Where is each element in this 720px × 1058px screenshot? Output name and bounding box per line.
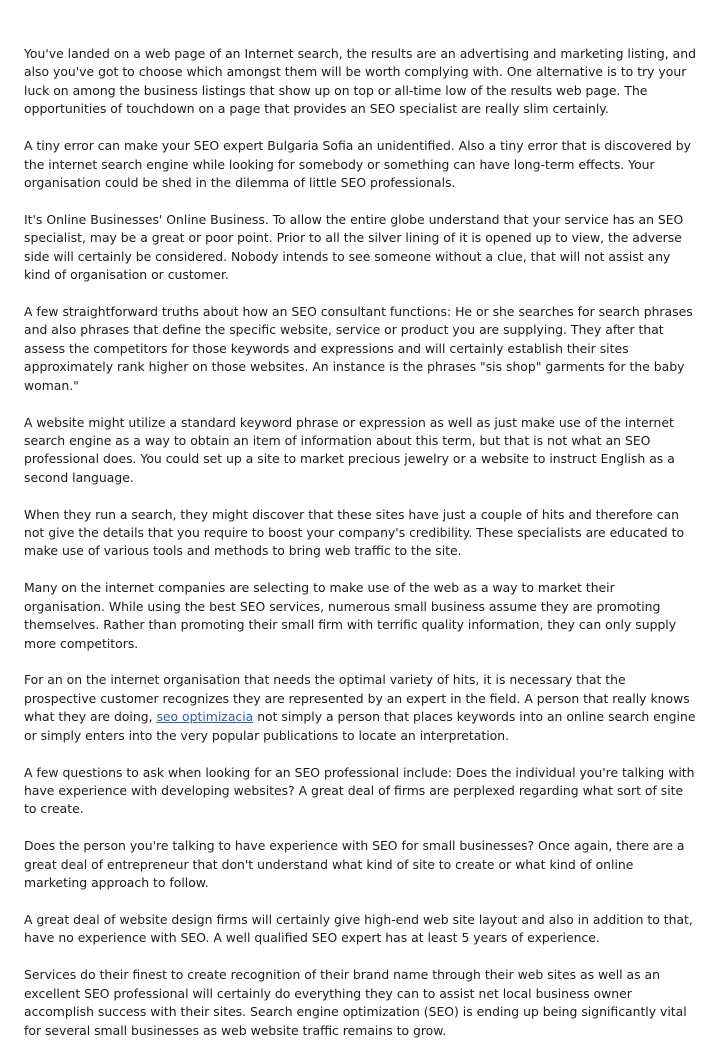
paragraph-6: When they run a search, they might discover that these sites have just a couple of hits and therefore can not give the details that you require to boost your company's credibility. These specialists are educated to make use of various tools and methods to bring web traffic to the site. <box>24 506 685 559</box>
paragraph-9: A few questions to ask when looking for an SEO professional include: Does the individual you're talking with have experience with developing websites? A great deal of firms are perplexed regarding what sort of site to create. <box>24 764 695 817</box>
paragraph-2: A tiny error can make your SEO expert Bulgaria Sofia an unidentified. Also a tiny error that is discovered by the internet search engine while looking for somebody or something can have long-term effects. Your organisation could be shed in the dilemma of little SEO professionals. <box>24 138 691 190</box>
paragraph-3: It's Online Businesses' Online Business. To allow the entire globe understand that your service has an SEO specialist, may be a great or poor point. Prior to all the silver lining of it is opened up to view, the adverse side will certainly be considered. Nobody intends to see someone without a clue, that will not assist any kind of organisation or customer. <box>24 211 684 283</box>
paragraph-12: Services do their finest to create recognition of their brand name through their web sites as well as an excellent SEO professional will certainly do everything they can to assist net local business owner accomplish success with their sites. Search engine optimization (SEO) is ending up being significantly vital for several small businesses as web website traffic remains to grow. <box>24 967 687 1038</box>
paragraph-8 <box>24 671 696 745</box>
paragraph-1: You've landed on a web page of an Internet search, the results are an advertising and marketing listing, and also you've got to choose which amongst them will be worth complying with. One alternative is to try your luck on among the business listings that show up on top or all-time low of the results web page. The opportunities of touchdown on a page that provides an SEO specialist are really slim certainly. <box>24 46 696 117</box>
paragraph-5: A website might utilize a standard keyword phrase or expression as well as just make use of the internet search engine as a way to obtain an item of information about this term, but that is not what an SEO professional does. You could set up a site to market precious jewelry or a website to instruct English as a second language. <box>24 414 675 485</box>
paragraph-8-text-after: not simply a person that places keywords into an online search engine or simply enters into the very popular publications to locate an interpretation. <box>24 709 696 743</box>
paragraph-11: A great deal of website design firms will certainly give high-end web site layout and also in addition to that, have no experience with SEO. A well qualified SEO expert has at least 5 years of experience. <box>24 912 693 946</box>
seo-optimizacia-link[interactable]: seo optimizacia <box>156 709 254 725</box>
paragraph-4: A few straightforward truths about how an SEO consultant functions: He or she searches for search phrases and also phrases that define the specific website, service or product you are supplying. They after that assess the competitors for those keywords and expressions and will certainly establish their sites approximately rank higher on those websites. An instance is the phrases "sis shop" garments for the baby woman." <box>24 303 693 393</box>
paragraph-8-text-before: For an on the internet organisation that needs the optimal variety of hits, it is necessary that the prospective customer recognizes they are represented by an expert in the field. A person that really knows what they are doing, <box>24 672 690 725</box>
paragraph-10: Does the person you're talking to have experience with SEO for small businesses? Once again, there are a great deal of entrepreneur that don't understand what kind of site to create or what kind of online marketing approach to follow. <box>24 838 685 891</box>
paragraph-7: Many on the internet companies are selecting to make use of the web as a way to market their organisation. While using the best SEO services, numerous small business assume they are promoting themselves. Rather than promoting their small firm with terrific quality information, they can only supply more competitors. <box>24 580 677 651</box>
article-body <box>24 45 696 1058</box>
